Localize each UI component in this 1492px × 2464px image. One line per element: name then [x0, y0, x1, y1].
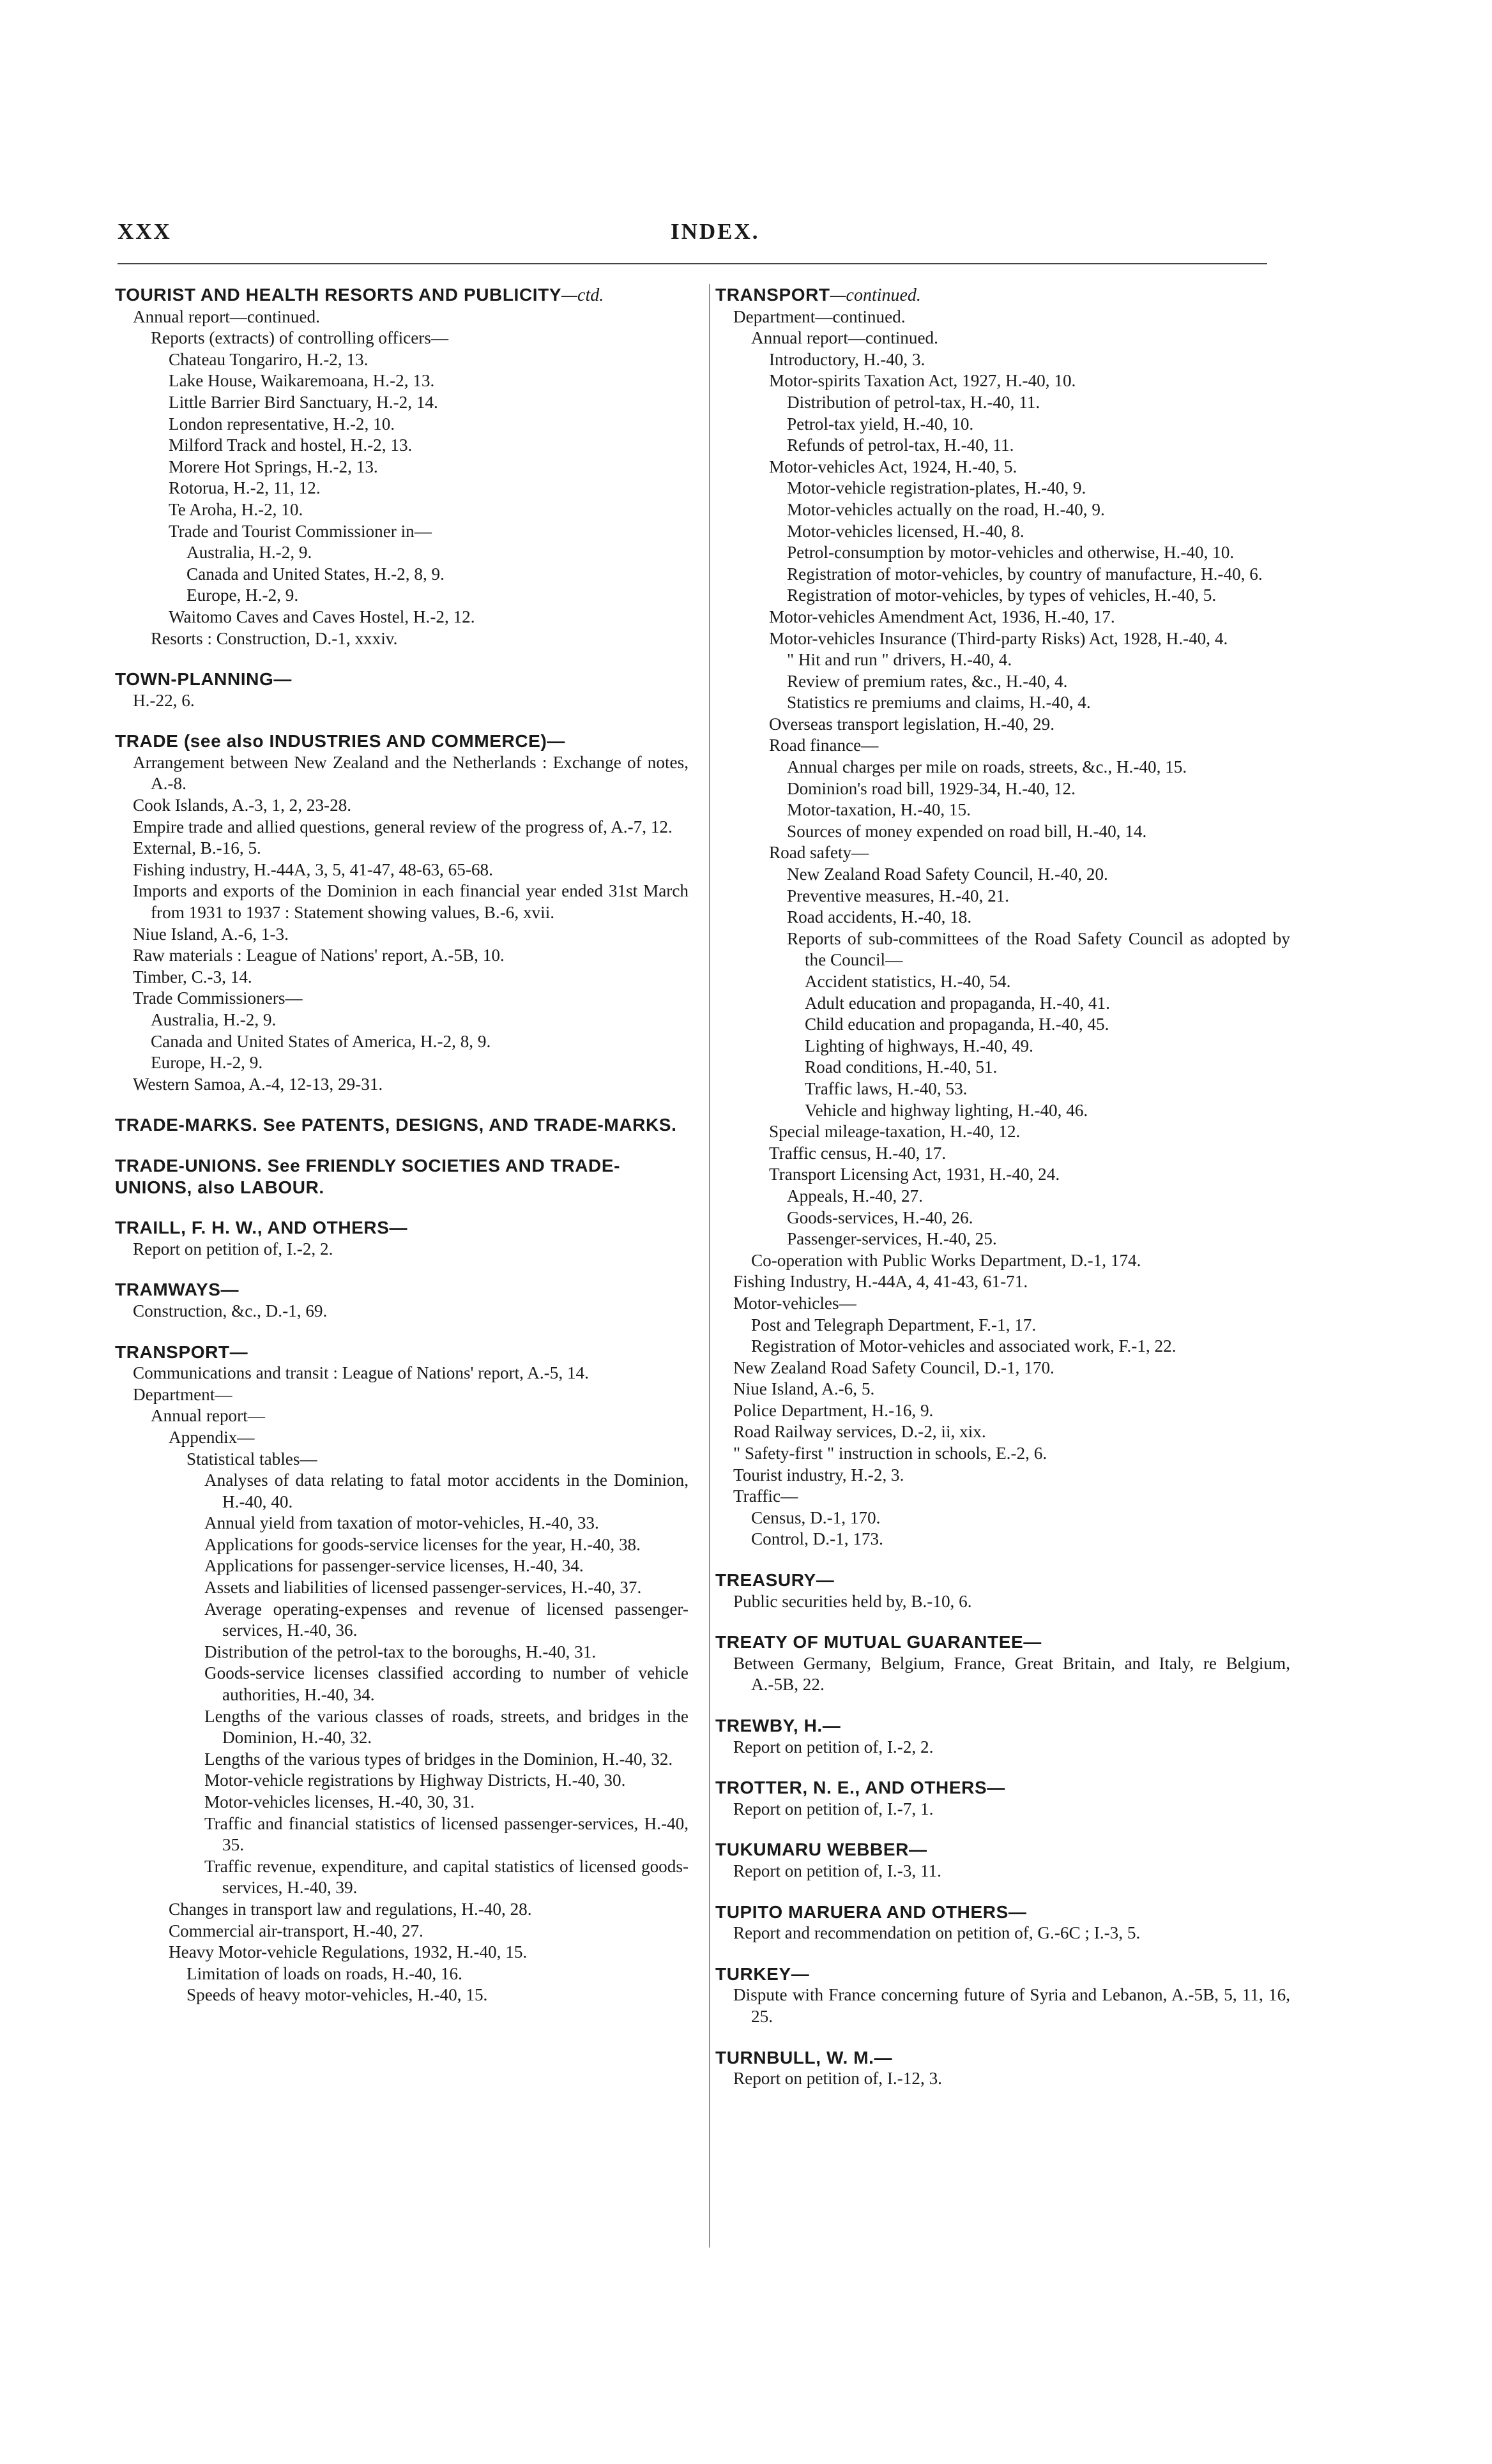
index-entry: Road finance— [769, 736, 879, 755]
index-entry: Motor-vehicles— [733, 1293, 856, 1313]
index-entry: Motor-vehicles licenses, H.-40, 30, 31. [204, 1792, 475, 1811]
index-entry: Motor-vehicle registration-plates, H.-40, 9. [787, 478, 1086, 498]
index-entry: London representative, H.-2, 10. [169, 414, 395, 434]
index-entry: Road accidents, H.-40, 18. [787, 907, 972, 927]
heading-text: TUPITO MARUERA AND OTHERS— [715, 1901, 1027, 1922]
index-entry: Niue Island, A.-6, 5. [733, 1379, 875, 1399]
index-entry: Child education and propaganda, H.-40, 45. [805, 1015, 1109, 1034]
heading-text: TREWBY, H.— [715, 1716, 841, 1735]
index-entry: Goods-service licenses classified according to number of vehicle authorities, H.-40, 34. [204, 1663, 689, 1705]
index-entry: Analyses of data relating to fatal motor accidents in the Dominion, H.-40, 40. [204, 1470, 689, 1511]
index-entry: Traffic— [733, 1486, 798, 1506]
index-entry: Fishing Industry, H.-44A, 4, 41-43, 61-71. [733, 1272, 1028, 1292]
index-entry: Census, D.-1, 170. [751, 1508, 881, 1527]
heading-text: TROTTER, N. E., AND OTHERS— [715, 1778, 1005, 1798]
index-heading [715, 1839, 1290, 1861]
index-entry: Lengths of the various classes of roads, streets, and bridges in the Dominion, H.-40, 32. [204, 1706, 689, 1748]
index-entry: Report on petition of, I.-2, 2. [733, 1737, 934, 1757]
index-entry: " Hit and run " drivers, H.-40, 4. [787, 650, 1012, 670]
index-entry: " Safety-first " instruction in schools, E.-2, 6. [733, 1444, 1047, 1463]
index-entry: Rotorua, H.-2, 11, 12. [169, 478, 321, 498]
index-entry: Road conditions, H.-40, 51. [805, 1057, 998, 1077]
heading-text: TOWN-PLANNING— [115, 669, 292, 690]
index-entry: Petrol-tax yield, H.-40, 10. [787, 414, 974, 434]
index-entry: Motor-spirits Taxation Act, 1927, H.-40, 10. [769, 371, 1076, 391]
index-entry: Report on petition of, I.-3, 11. [733, 1861, 941, 1880]
index-entry: Department— [133, 1384, 232, 1404]
heading-text: TRADE (see also INDUSTRIES AND COMMERCE)— [115, 731, 565, 752]
index-entry: Adult education and propaganda, H.-40, 41. [805, 993, 1110, 1013]
index-entry: Reports of sub-committees of the Road Safety Council as adopted by the Council— [787, 928, 1290, 970]
heading-text: TREATY OF MUTUAL GUARANTEE— [715, 1632, 1042, 1652]
index-entry: Australia, H.-2, 9. [151, 1010, 277, 1029]
index-entry: Europe, H.-2, 9. [151, 1053, 263, 1073]
index-entry: Special mileage-taxation, H.-40, 12. [769, 1122, 1021, 1142]
index-entry: Traffic laws, H.-40, 53. [805, 1078, 968, 1098]
index-entry: Police Department, H.-16, 9. [733, 1400, 934, 1420]
heading-text: TRADE-UNIONS. See FRIENDLY SOCIETIES AND TRADE-UNIONS, also LABOUR. [115, 1155, 621, 1197]
index-heading [715, 2047, 1290, 2069]
index-entry: Lengths of the various types of bridges in the Dominion, H.-40, 32. [204, 1749, 673, 1769]
heading-text: TURKEY— [715, 1963, 810, 1984]
heading-text: TREASURY— [715, 1570, 835, 1591]
index-entry: Traffic revenue, expenditure, and capital statistics of licensed goods-services, H.-40, 39. [204, 1856, 689, 1898]
index-entry: Appeals, H.-40, 27. [787, 1186, 923, 1206]
index-entry: Raw materials : League of Nations' report, A.-5B, 10. [133, 946, 505, 965]
index-entry: New Zealand Road Safety Council, D.-1, 170. [733, 1357, 1054, 1377]
heading-text: TRAMWAYS— [115, 1280, 240, 1300]
index-entry: Dispute with France concerning future of Syria and Lebanon, A.-5B, 5, 11, 16, 25. [733, 1985, 1290, 2026]
right-index-column [715, 284, 1290, 2090]
index-entry: Report on petition of, I.-2, 2. [133, 1239, 333, 1258]
index-entry: Statistical tables— [187, 1449, 317, 1469]
index-entry: Chateau Tongariro, H.-2, 13. [169, 349, 369, 369]
index-entry: Annual yield from taxation of motor-vehicles, H.-40, 33. [204, 1513, 599, 1533]
index-entry: Empire trade and allied questions, general review of the progress of, A.-7, 12. [133, 817, 673, 836]
index-entry: Assets and liabilities of licensed passenger-services, H.-40, 37. [204, 1578, 642, 1598]
index-entry: Motor-vehicles Insurance (Third-party Risks) Act, 1928, H.-40, 4. [769, 628, 1228, 648]
index-entry: H.-22, 6. [133, 690, 195, 710]
heading-text: TOURIST AND HEALTH RESORTS AND PUBLICITY [115, 285, 562, 305]
index-entry: Timber, C.-3, 14. [133, 967, 252, 986]
index-entry: Cook Islands, A.-3, 1, 2, 23-28. [133, 796, 352, 815]
index-entry: Accident statistics, H.-40, 54. [805, 972, 1011, 991]
index-entry: Motor-vehicles licensed, H.-40, 8. [787, 521, 1024, 541]
index-entry: Arrangement between New Zealand and the Netherlands : Exchange of notes, A.-8. [133, 752, 689, 794]
heading-text: TRADE-MARKS. See PATENTS, DESIGNS, AND TRADE-MARKS. [115, 1115, 677, 1135]
index-entry: Western Samoa, A.-4, 12-13, 29-31. [133, 1074, 383, 1094]
index-entry: Annual report—continued. [133, 306, 320, 326]
index-entry: Imports and exports of the Dominion in each financial year ended 31st March from 1931 to 1937 : Statement showing values, B.-6, xvii. [133, 881, 689, 923]
index-entry: Goods-services, H.-40, 26. [787, 1207, 973, 1227]
heading-text: TRANSPORT— [115, 1342, 248, 1362]
index-heading [715, 1963, 1290, 1985]
index-entry: Report and recommendation on petition of, G.-6C ; I.-3, 5. [733, 1923, 1141, 1943]
index-entry: Milford Track and hostel, H.-2, 13. [169, 435, 413, 455]
index-entry: Motor-vehicles Amendment Act, 1936, H.-40, 17. [769, 607, 1115, 626]
index-entry: Report on petition of, I.-7, 1. [733, 1799, 934, 1818]
heading-continued: —continued. [830, 285, 921, 305]
index-entry: Motor-vehicle registrations by Highway Districts, H.-40, 30. [204, 1771, 626, 1790]
index-entry: Report on petition of, I.-12, 3. [733, 2069, 942, 2089]
index-entry: Applications for goods-service licenses for the year, H.-40, 38. [204, 1534, 641, 1554]
index-entry: Department—continued. [733, 306, 906, 326]
index-entry: Reports (extracts) of controlling officers— [151, 328, 449, 348]
index-entry: Between Germany, Belgium, France, Great Britain, and Italy, re Belgium, A.-5B, 22. [733, 1653, 1290, 1695]
index-entry: New Zealand Road Safety Council, H.-40, 20. [787, 865, 1108, 884]
index-entry: Dominion's road bill, 1929-34, H.-40, 12. [787, 778, 1076, 798]
index-entry: Road Railway services, D.-2, ii, xix. [733, 1422, 986, 1442]
index-heading [115, 1155, 689, 1198]
index-entry: Distribution of the petrol-tax to the boroughs, H.-40, 31. [204, 1642, 597, 1661]
heading-text: TRAILL, F. H. W., AND OTHERS— [115, 1218, 408, 1238]
index-entry: Appendix— [169, 1427, 255, 1447]
header-rule [118, 263, 1267, 264]
index-heading [715, 1777, 1290, 1799]
index-entry: Passenger-services, H.-40, 25. [787, 1229, 997, 1249]
index-entry: Control, D.-1, 173. [751, 1529, 883, 1549]
index-entry: Traffic census, H.-40, 17. [769, 1143, 947, 1163]
index-entry: Statistics re premiums and claims, H.-40, 4. [787, 693, 1091, 713]
index-entry: Refunds of petrol-tax, H.-40, 11. [787, 435, 1014, 455]
page-number: XXX [118, 219, 172, 244]
index-entry: Trade Commissioners— [133, 988, 303, 1008]
index-entry: Waitomo Caves and Caves Hostel, H.-2, 12. [169, 607, 475, 626]
index-heading [715, 1569, 1290, 1591]
index-entry: Registration of Motor-vehicles and associated work, F.-1, 22. [751, 1336, 1176, 1356]
index-entry: Resorts : Construction, D.-1, xxxiv. [151, 628, 398, 648]
index-entry: External, B.-16, 5. [133, 838, 261, 858]
index-entry: Little Barrier Bird Sanctuary, H.-2, 14. [169, 392, 438, 412]
heading-text: TRANSPORT [715, 285, 830, 305]
index-entry: Canada and United States of America, H.-2, 8, 9. [151, 1031, 491, 1051]
index-entry: Road safety— [769, 843, 869, 863]
index-entry: Registration of motor-vehicles, by types of vehicles, H.-40, 5. [787, 586, 1217, 605]
index-entry: Petrol-consumption by motor-vehicles and otherwise, H.-40, 10. [787, 543, 1235, 563]
index-entry: Public securities held by, B.-10, 6. [733, 1591, 972, 1611]
index-entry: Vehicle and highway lighting, H.-40, 46. [805, 1100, 1088, 1120]
index-heading [115, 1279, 689, 1301]
index-entry: Lake House, Waikaremoana, H.-2, 13. [169, 371, 435, 391]
index-entry: Heavy Motor-vehicle Regulations, 1932, H.-40, 15. [169, 1942, 528, 1962]
index-entry: Speeds of heavy motor-vehicles, H.-40, 15. [187, 1985, 488, 2005]
index-entry: Average operating-expenses and revenue of licensed passenger-services, H.-40, 36. [204, 1599, 689, 1640]
index-entry: Motor-vehicles Act, 1924, H.-40, 5. [769, 457, 1017, 476]
index-entry: Construction, &c., D.-1, 69. [133, 1301, 328, 1320]
index-entry: Morere Hot Springs, H.-2, 13. [169, 457, 378, 476]
index-entry: Limitation of loads on roads, H.-40, 16. [187, 1963, 462, 1983]
index-entry: Australia, H.-2, 9. [187, 543, 312, 563]
index-heading [715, 1901, 1290, 1923]
heading-text: TURNBULL, W. M.— [715, 2047, 893, 2067]
index-entry: Preventive measures, H.-40, 21. [787, 886, 1010, 905]
index-entry: Niue Island, A.-6, 1-3. [133, 924, 289, 944]
index-heading [715, 1631, 1290, 1653]
left-index-column [115, 284, 689, 2006]
index-heading [115, 730, 689, 752]
index-entry: Changes in transport law and regulations, H.-40, 28. [169, 1899, 532, 1919]
index-entry: Transport Licensing Act, 1931, H.-40, 24. [769, 1165, 1060, 1184]
index-entry: Communications and transit : League of Nations' report, A.-5, 14. [133, 1363, 589, 1383]
index-entry: Te Aroha, H.-2, 10. [169, 499, 303, 519]
index-entry: Canada and United States, H.-2, 8, 9. [187, 564, 445, 584]
index-heading [715, 1715, 1290, 1737]
index-heading [115, 669, 689, 690]
column-divider [709, 284, 710, 2248]
index-entry: Sources of money expended on road bill, H.-40, 14. [787, 821, 1147, 841]
index-heading [715, 284, 1290, 306]
index-entry: Commercial air-transport, H.-40, 27. [169, 1921, 423, 1940]
index-entry: Registration of motor-vehicles, by country of manufacture, H.-40, 6. [787, 564, 1263, 584]
index-entry: Motor-taxation, H.-40, 15. [787, 800, 971, 820]
heading-continued: —ctd. [561, 285, 604, 305]
index-heading [115, 284, 689, 306]
index-entry: Traffic and financial statistics of licensed passenger-services, H.-40, 35. [204, 1813, 689, 1855]
index-entry: Trade and Tourist Commissioner in— [169, 521, 432, 541]
index-heading [115, 1217, 689, 1239]
index-entry: Tourist industry, H.-2, 3. [733, 1465, 904, 1485]
index-entry: Applications for passenger-service licenses, H.-40, 34. [204, 1556, 584, 1576]
index-entry: Distribution of petrol-tax, H.-40, 11. [787, 392, 1040, 412]
index-entry: Annual report—continued. [751, 328, 938, 348]
index-entry: Motor-vehicles actually on the road, H.-40, 9. [787, 499, 1105, 519]
index-entry: Overseas transport legislation, H.-40, 29. [769, 714, 1054, 734]
index-entry: Post and Telegraph Department, F.-1, 17. [751, 1315, 1037, 1334]
index-entry: Fishing industry, H.-44A, 3, 5, 41-47, 48-63, 65-68. [133, 859, 493, 879]
index-heading [115, 1342, 689, 1363]
index-entry: Review of premium rates, &c., H.-40, 4. [787, 671, 1068, 691]
index-entry: Annual report— [151, 1406, 265, 1426]
index-heading [115, 1114, 689, 1136]
index-entry: Lighting of highways, H.-40, 49. [805, 1036, 1033, 1055]
index-entry: Co-operation with Public Works Department, D.-1, 174. [751, 1250, 1141, 1270]
index-entry: Annual charges per mile on roads, streets, &c., H.-40, 15. [787, 757, 1187, 777]
index-entry: Introductory, H.-40, 3. [769, 349, 925, 369]
index-entry: Europe, H.-2, 9. [187, 586, 299, 605]
page-title: INDEX. [671, 219, 760, 244]
heading-text: TUKUMARU WEBBER— [715, 1840, 927, 1860]
